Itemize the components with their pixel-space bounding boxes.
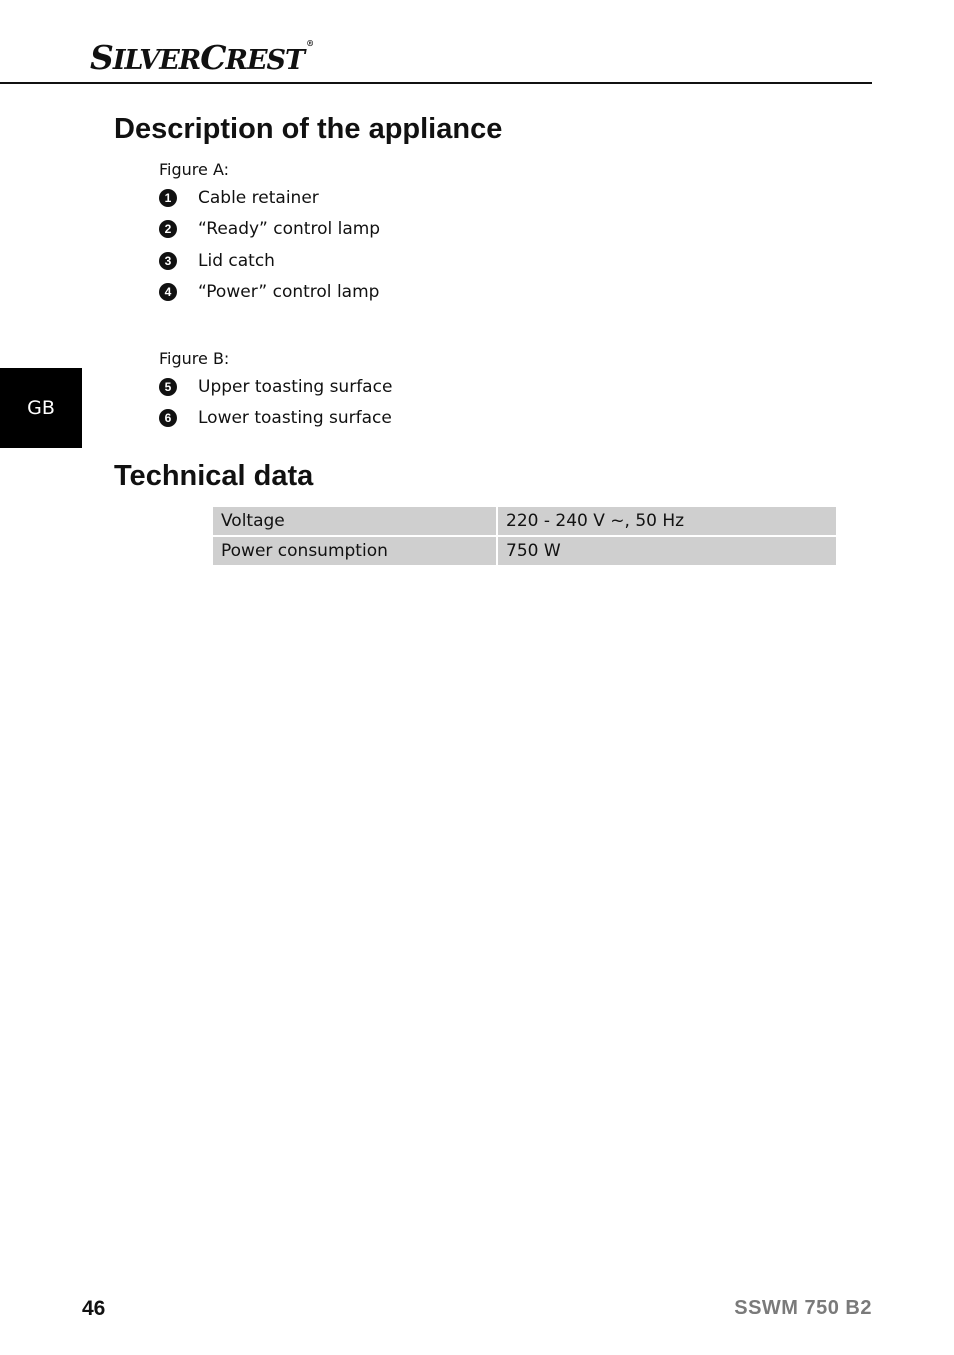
technical-data-heading: Technical data: [114, 460, 314, 492]
list-item: [159, 282, 379, 302]
number-1-icon: 1: [159, 189, 177, 207]
table-cell-label: Voltage: [213, 507, 496, 535]
table-cell-value: 750 W: [498, 537, 836, 565]
number-2-icon: 2: [159, 220, 177, 238]
header-rule: [0, 82, 872, 84]
number-4-icon: 4: [159, 283, 177, 301]
table-row: [213, 537, 836, 565]
figure-b-label: Figure B:: [159, 349, 230, 368]
model-number: SSWM 750 B2: [734, 1297, 872, 1319]
logo-text-rest: REST: [225, 45, 305, 76]
list-item-text: “Power” control lamp: [198, 282, 380, 302]
language-tab: GB: [0, 368, 82, 448]
list-item-text: “Ready” control lamp: [198, 219, 381, 239]
list-item-text: Lid catch: [198, 251, 275, 271]
page-number: 46: [82, 1297, 106, 1320]
registered-mark: ®: [306, 38, 314, 48]
table-cell-label: Power consumption: [213, 537, 496, 565]
list-item: [159, 408, 392, 428]
list-item-text: Cable retainer: [198, 188, 319, 208]
list-item-text: Upper toasting surface: [198, 377, 393, 397]
list-item: [159, 377, 392, 397]
logo-text-ilver: ILVER: [112, 45, 201, 76]
number-5-icon: 5: [159, 378, 177, 396]
technical-data-table: [211, 505, 838, 567]
list-item: [159, 219, 380, 239]
number-3-icon: 3: [159, 252, 177, 270]
list-item: [159, 188, 319, 208]
logo-letter-s: S: [90, 38, 113, 77]
description-heading: Description of the appliance: [114, 113, 503, 145]
list-item-text: Lower toasting surface: [198, 408, 392, 428]
table-cell-value: 220 - 240 V ~, 50 Hz: [498, 507, 836, 535]
number-6-icon: 6: [159, 409, 177, 427]
silvercrest-logo: [90, 38, 313, 77]
list-item: [159, 251, 275, 271]
table-row: [213, 507, 836, 535]
figure-a-label: Figure A:: [159, 160, 229, 179]
logo-letter-c: C: [200, 38, 226, 77]
